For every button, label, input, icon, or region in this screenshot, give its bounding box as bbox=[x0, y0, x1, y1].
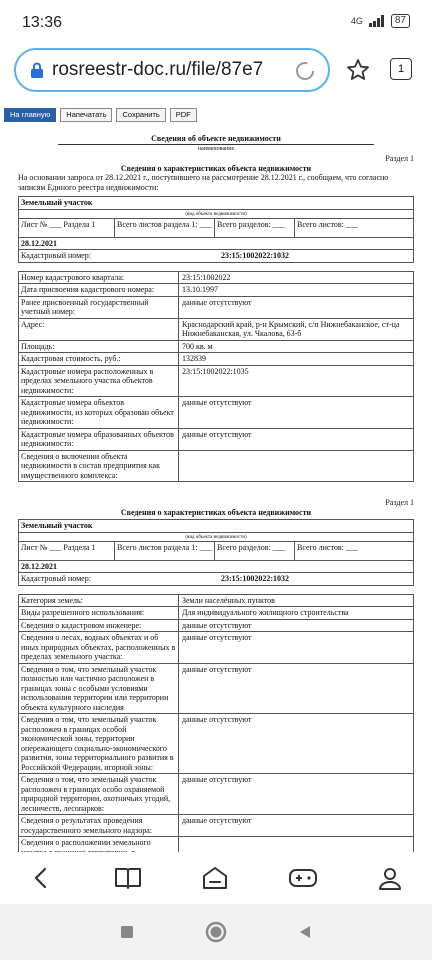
sheets-total: Всего листов: ___ bbox=[297, 219, 358, 229]
row-label: Сведения о том, что земельный участок расположен в границах особой экономической зоны, территории опережающего социально-экономического развития, зоны территориального развития в Российской Федерации, игорной зоны: bbox=[19, 714, 179, 773]
object-type: Земельный участок bbox=[18, 196, 414, 210]
row-value: данные отсутствуют bbox=[182, 633, 252, 642]
sheets-total-2: Всего листов: ___ bbox=[297, 542, 358, 552]
date-value-2: 28.12.2021 bbox=[21, 561, 57, 571]
address-bar[interactable] bbox=[14, 48, 330, 92]
title-hint: наименование bbox=[197, 145, 235, 152]
gamepad-icon[interactable] bbox=[288, 866, 318, 890]
row-label: Сведения о лесах, водных объектах и об иных природных объектах, расположенных в пределах земельного участка: bbox=[19, 632, 179, 663]
sheet-total: Всего листов раздела 1: ___ bbox=[115, 219, 215, 237]
reload-icon[interactable] bbox=[294, 60, 316, 82]
sheet-number: Лист № ___ Раздела 1 bbox=[19, 219, 115, 237]
row-value: 132839 bbox=[182, 354, 206, 363]
table-row bbox=[18, 297, 414, 319]
row-label: Категория земель: bbox=[19, 595, 179, 607]
pdf-button[interactable]: PDF bbox=[170, 108, 197, 122]
status-bar bbox=[0, 0, 432, 46]
browser-bottom-nav bbox=[0, 852, 432, 904]
row-label: Кадастровые номера расположенных в пределах земельного участка объектов недвижимости: bbox=[19, 366, 179, 397]
save-button[interactable]: Сохранить bbox=[116, 108, 165, 122]
row-value: 23:15:1002022 bbox=[182, 272, 231, 282]
spacer bbox=[18, 263, 414, 271]
table-row bbox=[18, 353, 414, 366]
tabs-count-button[interactable]: 1 bbox=[390, 58, 412, 80]
row-value: данные отсутствуют bbox=[182, 398, 252, 407]
row-value: Земли населённых пунктов bbox=[182, 595, 275, 605]
row-value bbox=[179, 451, 413, 482]
lock-icon bbox=[30, 62, 44, 78]
row-label: Сведения о включении объекта недвижимости в состав предприятия как имущественного комплекса: bbox=[19, 451, 179, 482]
spacer bbox=[18, 586, 414, 594]
sections-total: Всего разделов: ___ bbox=[215, 219, 295, 237]
row-label: Сведения о том, что земельный участок расположен в границах особо охраняемой природной территории, охотничьих угодий, лесничеств, лесопарков: bbox=[19, 774, 179, 814]
status-time: 13:36 bbox=[22, 14, 63, 31]
object-type-2: Земельный участок bbox=[18, 519, 414, 533]
row-label: Сведения о кадастровом инженере: bbox=[19, 620, 179, 632]
row-label: Кадастровые номера образованных объектов недвижимости: bbox=[19, 429, 179, 450]
recents-icon[interactable] bbox=[119, 924, 135, 940]
cad-label-2: Кадастровый номер: bbox=[21, 574, 91, 583]
cad-label: Кадастровый номер: bbox=[21, 251, 91, 260]
table-row bbox=[18, 714, 414, 774]
page-toolbar bbox=[4, 108, 197, 122]
date-value: 28.12.2021 bbox=[21, 238, 57, 248]
date-row-2 bbox=[18, 561, 414, 574]
bookmark-star-icon[interactable] bbox=[346, 58, 370, 82]
section-heading: Сведения о характеристиках объекта недвижимости bbox=[120, 163, 312, 173]
signal-icon bbox=[369, 15, 385, 27]
doc-title: Сведения об объекте недвижимости bbox=[151, 134, 281, 143]
browser-toolbar bbox=[0, 46, 432, 96]
table-row bbox=[18, 341, 414, 354]
system-nav-bar bbox=[0, 904, 432, 960]
row-value: данные отсутствуют bbox=[182, 664, 252, 674]
sheet-total-2: Всего листов раздела 1: ___ bbox=[115, 542, 215, 560]
print-button[interactable]: Напечатать bbox=[60, 108, 112, 122]
row-label: Площадь: bbox=[19, 341, 179, 353]
network-label: 4G bbox=[350, 16, 363, 26]
table-row bbox=[18, 284, 414, 297]
table-row bbox=[18, 594, 414, 608]
row-value: данные отсутствуют bbox=[182, 775, 252, 784]
row-label: Номер кадастрового квартала: bbox=[19, 272, 179, 284]
sections-total-2: Всего разделов: ___ bbox=[215, 542, 295, 560]
intro-text: На основании запроса от 28.12.2021 г., поступившего на рассмотрение 28.12.2021 г., сообщаем, что согласно записям Единого реестра недвижимости: bbox=[18, 173, 389, 192]
sheet-info bbox=[18, 219, 414, 238]
table-row bbox=[18, 366, 414, 398]
sheet-info-2 bbox=[18, 542, 414, 561]
row-value: данные отсутствуют bbox=[182, 620, 252, 630]
table-row bbox=[18, 607, 414, 620]
date-row bbox=[18, 238, 414, 251]
section-label: Раздел 1 bbox=[385, 154, 414, 163]
row-label: Сведения о результатах проведения государственного земельного надзора: bbox=[19, 815, 179, 836]
table-row bbox=[18, 319, 414, 341]
cad-value-2: 23:15:1002022:1032 bbox=[221, 574, 289, 583]
table-row bbox=[18, 451, 414, 483]
row-label: Виды разрешенного использования: bbox=[19, 607, 179, 619]
row-value: 700 кв. м bbox=[182, 341, 213, 351]
row-value: данные отсутствуют bbox=[182, 816, 252, 825]
row-label: Дата присвоения кадастрового номера: bbox=[19, 284, 179, 296]
table-row bbox=[18, 664, 414, 715]
back-triangle-icon[interactable] bbox=[297, 924, 313, 940]
object-hint-2: (вид объекта недвижимости) bbox=[18, 533, 414, 542]
row-value: данные отсутствуют bbox=[182, 715, 252, 724]
back-icon[interactable] bbox=[29, 865, 55, 891]
row-value: Краснодарский край, р-н Крымский, с/п Нижнебаканское, ст-ца Нижнебаканская, ул. Чкалова, 63-б bbox=[182, 319, 400, 338]
row-value: Для индивидуального жилищного строительства bbox=[182, 608, 349, 617]
cad-row-2 bbox=[18, 573, 414, 586]
spacer bbox=[18, 482, 414, 498]
cad-value: 23:15:1002022:1032 bbox=[221, 251, 289, 260]
section2-heading: Сведения о характеристиках объекта недвижимости bbox=[120, 507, 312, 517]
table-row bbox=[18, 620, 414, 633]
table-row bbox=[18, 429, 414, 451]
row-value: 13.10.1997 bbox=[182, 285, 218, 294]
row-value: данные отсутствуют bbox=[182, 429, 252, 439]
section2-label: Раздел 1 bbox=[385, 498, 414, 507]
row-label: Сведения о расположении земельного bbox=[19, 837, 179, 858]
section2-table bbox=[18, 594, 414, 860]
home-button[interactable]: На главную bbox=[4, 108, 56, 122]
home-circle-icon[interactable] bbox=[205, 921, 227, 943]
row-label: Адрес: bbox=[19, 319, 179, 340]
table-row bbox=[18, 271, 414, 285]
battery-icon: 87 bbox=[391, 14, 410, 28]
section1-table bbox=[18, 271, 414, 483]
sheet-number-2: Лист № ___ Раздела 1 bbox=[19, 542, 115, 560]
row-label: Сведения о том, что земельный участок полностью или частично расположен в границах зоны с особыми условиями использования территории или территории объекта культурного наследия bbox=[19, 664, 179, 714]
row-value: данные отсутствуют bbox=[182, 297, 252, 307]
document bbox=[18, 134, 414, 859]
row-label: Кадастровая стоимость, руб.: bbox=[19, 353, 179, 365]
table-row bbox=[18, 632, 414, 664]
table-row bbox=[18, 774, 414, 815]
home-icon[interactable] bbox=[201, 865, 229, 891]
status-icons bbox=[351, 14, 410, 28]
book-icon[interactable] bbox=[114, 865, 142, 891]
object-hint: (вид объекта недвижимости) bbox=[18, 210, 414, 219]
cad-row bbox=[18, 250, 414, 263]
row-label: Ранее присвоенный государственный учетный номер: bbox=[19, 297, 179, 318]
row-value: 23:15:1002022:1035 bbox=[182, 366, 249, 376]
url-text: rosreestr-doc.ru/file/87e7 bbox=[52, 59, 264, 80]
table-row bbox=[18, 815, 414, 837]
profile-icon[interactable] bbox=[377, 865, 403, 891]
row-label: Кадастровые номера объектов недвижимости, из которых образован объект недвижимости: bbox=[19, 397, 179, 428]
table-row bbox=[18, 397, 414, 429]
